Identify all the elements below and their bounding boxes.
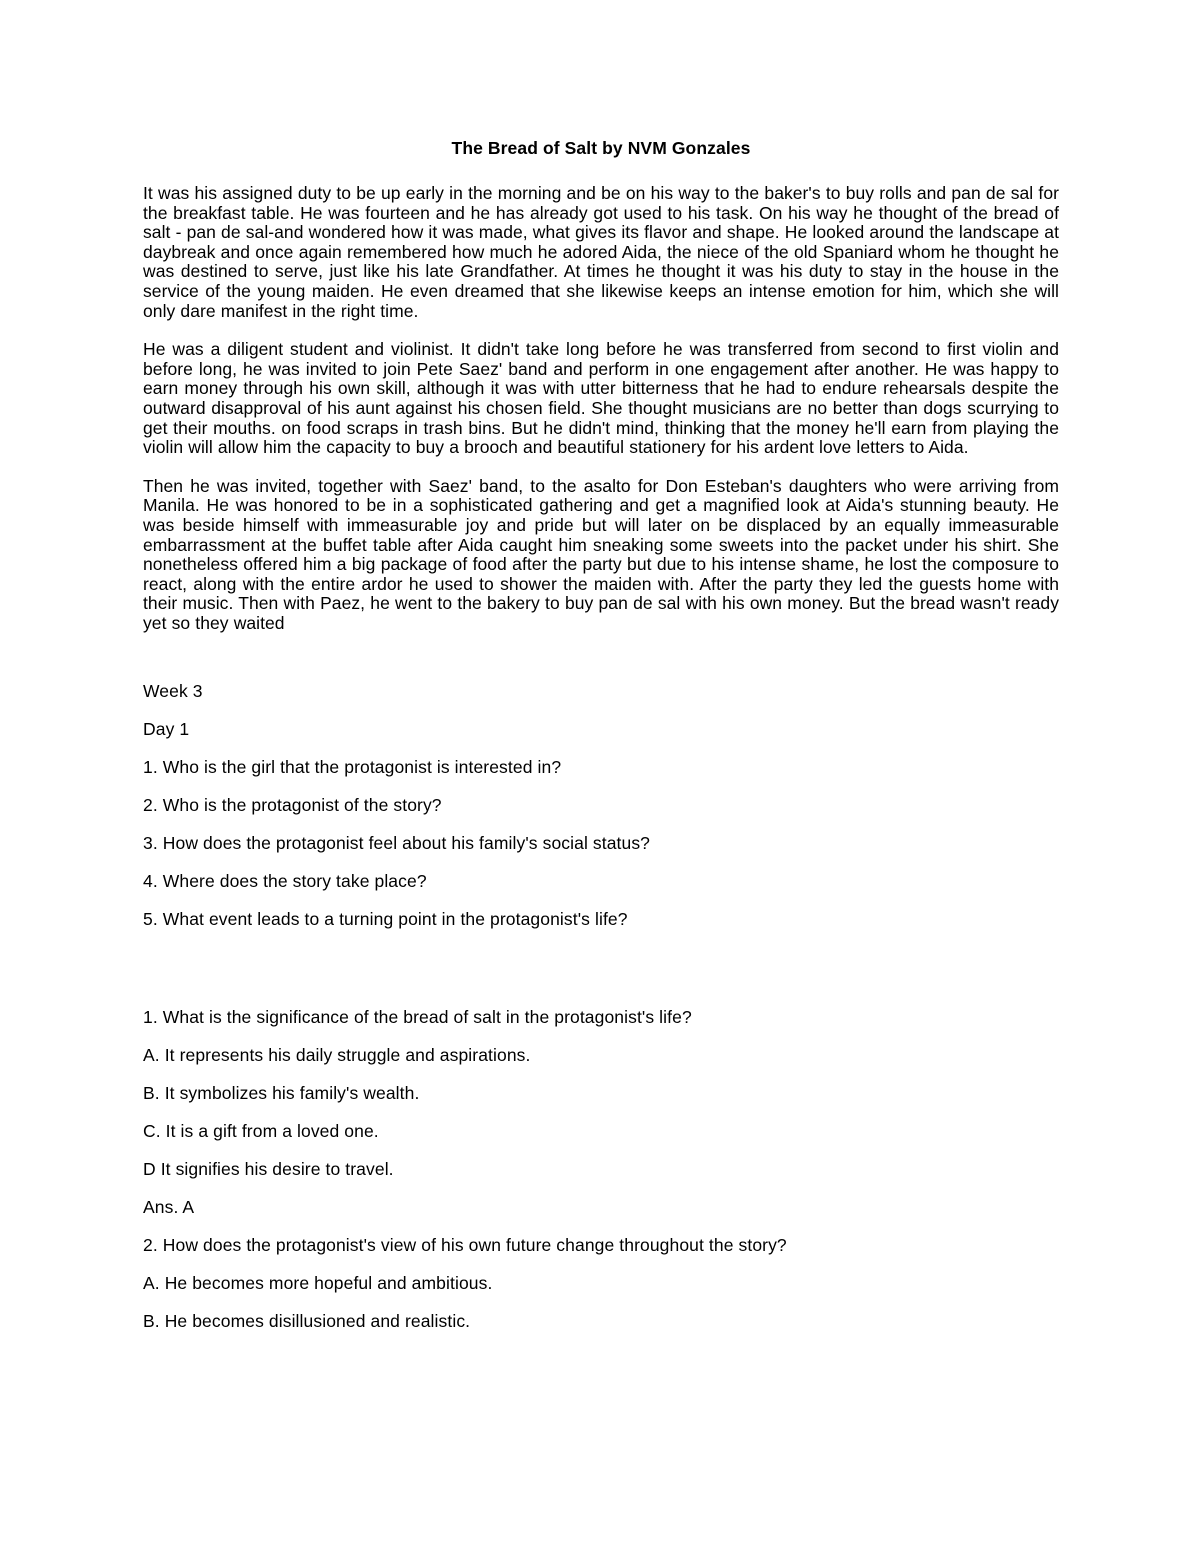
- mc-question-1-choice-a: A. It represents his daily struggle and aspirations.: [143, 1045, 531, 1066]
- mc-question-1-answer: Ans. A: [143, 1197, 195, 1218]
- week-label: Week 3: [143, 681, 203, 702]
- mc-question-2-choice-a: A. He becomes more hopeful and ambitious.: [143, 1273, 493, 1294]
- day-label: Day 1: [143, 719, 190, 740]
- worksheet-question-5: 5. What event leads to a turning point in the protagonist's life?: [143, 909, 628, 930]
- section-spacer: [143, 929, 1059, 1007]
- worksheet-question-2: 2. Who is the protagonist of the story?: [143, 795, 442, 816]
- story-paragraph-1: It was his assigned duty to be up early in the morning and be on his way to the baker's to buy rolls and pan de sal for the breakfast table. He was fourteen and he has already got used to his task. On his way he thought of the bread of salt - pan de sal-and wondered how it was made, what gives its flavor and shape. He looked around the landscape at daybreak and once again remembered how much he adored Aida, the niece of the old Spaniard whom he thought he was destined to serve, just like his late Grandfather. At times he thought it was his duty to stay in the house in the service of the young maiden. He even dreamed that she likewise keeps an intense emotion for him, which she will only dare manifest in the right time.: [143, 183, 1059, 321]
- mc-question-2-choice-b: B. He becomes disillusioned and realistic.: [143, 1311, 471, 1332]
- mc-question-1-choice-d: D It signifies his desire to travel.: [143, 1159, 394, 1180]
- worksheet-question-1: 1. Who is the girl that the protagonist is interested in?: [143, 757, 562, 778]
- mc-question-1: 1. What is the significance of the bread of salt in the protagonist's life?: [143, 1007, 692, 1028]
- document-content: [143, 0, 1059, 1331]
- worksheet-question-3: 3. How does the protagonist feel about his family's social status?: [143, 833, 651, 854]
- story-paragraph-3: Then he was invited, together with Saez' band, to the asalto for Don Esteban's daughters who were arriving from Manila. He was honored to be in a sophisticated gathering and get a magnified look at Aida's stunning beauty. He was beside himself with immeasurable joy and pride but will later on be displaced by an equally immeasurable embarrassment at the buffet table after Aida caught him sneaking some sweets into the packet under his shirt. She nonetheless offered him a big package of food after the party but due to his intense shame, he lost the composure to react, along with the entire ardor he used to shower the maiden with. After the party they led the guests home with their music. Then with Paez, he went to the bakery to buy pan de sal with his own money. But the bread wasn't ready yet so they waited: [143, 475, 1059, 633]
- worksheet-question-4: 4. Where does the story take place?: [143, 871, 427, 892]
- mc-question-1-choice-c: C. It is a gift from a loved one.: [143, 1121, 379, 1142]
- worksheet-section: [143, 681, 1059, 929]
- mc-question-1-choice-b: B. It symbolizes his family's wealth.: [143, 1083, 420, 1104]
- page-title: The Bread of Salt by NVM Gonzales: [451, 138, 751, 158]
- story-paragraph-2: He was a diligent student and violinist. It didn't take long before he was transferred from second to first violin and before long, he was invited to join Pete Saez' band and perform in one engagement after another. He was happy to earn money through his own skill, although it was with utter bitterness that he had to endure rehearsals despite the outward disapproval of his aunt against his chosen field. She thought musicians are no better than dogs scurrying to get their mouths. on food scraps in trash bins. But he didn't mind, thinking that the money he'll earn from playing the violin will allow him the capacity to buy a brooch and beautiful stationery for his ardent love letters to Aida.: [143, 339, 1059, 458]
- mc-question-2: 2. How does the protagonist's view of his own future change throughout the story?: [143, 1235, 787, 1256]
- multiple-choice-section: [143, 1007, 1059, 1331]
